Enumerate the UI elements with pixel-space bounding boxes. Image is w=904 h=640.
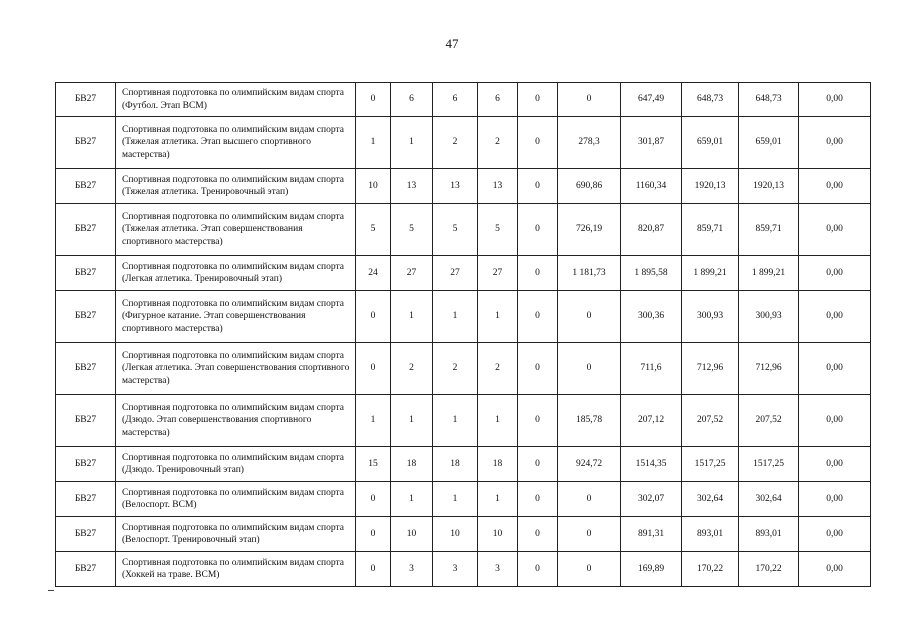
value-cell-1: 5 [356, 204, 391, 256]
value-cell-4: 18 [478, 447, 518, 482]
value-cell-5: 0 [518, 169, 558, 204]
value-cell-4: 10 [478, 517, 518, 552]
code-cell: БВ27 [56, 204, 116, 256]
name-cell: Спортивная подготовка по олимпийским видам спорта (Футбол. Этап ВСМ) [116, 83, 356, 117]
value-cell-1: 0 [356, 482, 391, 517]
value-cell-4: 1 [478, 395, 518, 447]
name-cell: Спортивная подготовка по олимпийским видам спорта (Хоккей на траве. ВСМ) [116, 552, 356, 587]
value-cell-9: 1920,13 [739, 169, 799, 204]
table-row [56, 482, 871, 517]
value-cell-6: 0 [558, 343, 621, 395]
value-cell-2: 1 [391, 117, 433, 169]
value-cell-6: 1 181,73 [558, 256, 621, 291]
value-cell-2: 5 [391, 204, 433, 256]
value-cell-9: 1517,25 [739, 447, 799, 482]
value-cell-9: 1 899,21 [739, 256, 799, 291]
value-cell-4: 2 [478, 117, 518, 169]
value-cell-1: 0 [356, 552, 391, 587]
value-cell-1: 0 [356, 291, 391, 343]
code-cell: БВ27 [56, 552, 116, 587]
value-cell-8: 207,52 [682, 395, 739, 447]
value-cell-6: 0 [558, 552, 621, 587]
value-cell-1: 10 [356, 169, 391, 204]
value-cell-3: 5 [433, 204, 478, 256]
code-cell: БВ27 [56, 256, 116, 291]
value-cell-4: 1 [478, 291, 518, 343]
value-cell-6: 0 [558, 83, 621, 117]
value-cell-3: 27 [433, 256, 478, 291]
name-cell: Спортивная подготовка по олимпийским видам спорта (Велоспорт. Тренировочный этап) [116, 517, 356, 552]
value-cell-7: 302,07 [621, 482, 682, 517]
value-cell-10: 0,00 [799, 447, 871, 482]
value-cell-8: 859,71 [682, 204, 739, 256]
value-cell-9: 207,52 [739, 395, 799, 447]
value-cell-3: 2 [433, 343, 478, 395]
table-row [56, 291, 871, 343]
value-cell-6: 0 [558, 291, 621, 343]
value-cell-3: 6 [433, 83, 478, 117]
code-cell: БВ27 [56, 117, 116, 169]
value-cell-9: 300,93 [739, 291, 799, 343]
value-cell-10: 0,00 [799, 291, 871, 343]
value-cell-6: 690,86 [558, 169, 621, 204]
value-cell-1: 0 [356, 83, 391, 117]
value-cell-7: 820,87 [621, 204, 682, 256]
value-cell-7: 207,12 [621, 395, 682, 447]
value-cell-2: 1 [391, 482, 433, 517]
value-cell-5: 0 [518, 83, 558, 117]
value-cell-2: 1 [391, 395, 433, 447]
table-row [56, 204, 871, 256]
value-cell-7: 647,49 [621, 83, 682, 117]
value-cell-8: 659,01 [682, 117, 739, 169]
value-cell-2: 13 [391, 169, 433, 204]
table-row [56, 256, 871, 291]
code-cell: БВ27 [56, 517, 116, 552]
table-body [56, 83, 871, 587]
value-cell-9: 712,96 [739, 343, 799, 395]
value-cell-2: 3 [391, 552, 433, 587]
value-cell-8: 893,01 [682, 517, 739, 552]
value-cell-6: 924,72 [558, 447, 621, 482]
name-cell: Спортивная подготовка по олимпийским видам спорта (Дзюдо. Тренировочный этап) [116, 447, 356, 482]
name-cell: Спортивная подготовка по олимпийским видам спорта (Тяжелая атлетика. Тренировочный этап) [116, 169, 356, 204]
page-number: 47 [445, 36, 459, 51]
value-cell-3: 1 [433, 482, 478, 517]
value-cell-1: 1 [356, 117, 391, 169]
value-cell-6: 726,19 [558, 204, 621, 256]
value-cell-5: 0 [518, 447, 558, 482]
name-cell: Спортивная подготовка по олимпийским видам спорта (Фигурное катание. Этап совершенствования спортивного мастерства) [116, 291, 356, 343]
value-cell-7: 1514,35 [621, 447, 682, 482]
value-cell-2: 10 [391, 517, 433, 552]
value-cell-5: 0 [518, 395, 558, 447]
value-cell-10: 0,00 [799, 517, 871, 552]
value-cell-8: 648,73 [682, 83, 739, 117]
name-cell: Спортивная подготовка по олимпийским видам спорта (Дзюдо. Этап совершенствования спортивного мастерства) [116, 395, 356, 447]
value-cell-5: 0 [518, 343, 558, 395]
value-cell-4: 6 [478, 83, 518, 117]
table-row [56, 552, 871, 587]
value-cell-2: 27 [391, 256, 433, 291]
code-cell: БВ27 [56, 447, 116, 482]
value-cell-3: 3 [433, 552, 478, 587]
value-cell-9: 170,22 [739, 552, 799, 587]
value-cell-5: 0 [518, 552, 558, 587]
value-cell-3: 1 [433, 395, 478, 447]
value-cell-5: 0 [518, 256, 558, 291]
value-cell-10: 0,00 [799, 204, 871, 256]
value-cell-3: 10 [433, 517, 478, 552]
table-row [56, 343, 871, 395]
name-cell: Спортивная подготовка по олимпийским видам спорта (Тяжелая атлетика. Этап высшего спортивного мастерства) [116, 117, 356, 169]
code-cell: БВ27 [56, 169, 116, 204]
value-cell-3: 13 [433, 169, 478, 204]
table-row [56, 169, 871, 204]
code-cell: БВ27 [56, 343, 116, 395]
value-cell-1: 15 [356, 447, 391, 482]
services-table [55, 82, 871, 587]
value-cell-10: 0,00 [799, 482, 871, 517]
code-cell: БВ27 [56, 395, 116, 447]
value-cell-5: 0 [518, 204, 558, 256]
value-cell-7: 1 895,58 [621, 256, 682, 291]
value-cell-1: 0 [356, 343, 391, 395]
name-cell: Спортивная подготовка по олимпийским видам спорта (Тяжелая атлетика. Этап совершенствования спортивного мастерства) [116, 204, 356, 256]
value-cell-7: 1160,34 [621, 169, 682, 204]
value-cell-1: 0 [356, 517, 391, 552]
value-cell-4: 3 [478, 552, 518, 587]
value-cell-3: 18 [433, 447, 478, 482]
value-cell-9: 648,73 [739, 83, 799, 117]
value-cell-6: 278,3 [558, 117, 621, 169]
value-cell-2: 18 [391, 447, 433, 482]
code-cell: БВ27 [56, 291, 116, 343]
value-cell-5: 0 [518, 291, 558, 343]
value-cell-10: 0,00 [799, 343, 871, 395]
value-cell-8: 300,93 [682, 291, 739, 343]
value-cell-3: 2 [433, 117, 478, 169]
table-row [56, 83, 871, 117]
name-cell: Спортивная подготовка по олимпийским видам спорта (Легкая атлетика. Тренировочный этап) [116, 256, 356, 291]
value-cell-7: 891,31 [621, 517, 682, 552]
value-cell-1: 1 [356, 395, 391, 447]
table-row [56, 447, 871, 482]
value-cell-9: 893,01 [739, 517, 799, 552]
value-cell-4: 1 [478, 482, 518, 517]
value-cell-7: 169,89 [621, 552, 682, 587]
value-cell-1: 24 [356, 256, 391, 291]
value-cell-4: 2 [478, 343, 518, 395]
value-cell-4: 5 [478, 204, 518, 256]
value-cell-8: 1920,13 [682, 169, 739, 204]
scan-mark [48, 590, 54, 591]
value-cell-6: 0 [558, 482, 621, 517]
name-cell: Спортивная подготовка по олимпийским видам спорта (Легкая атлетика. Этап совершенствования спортивного мастерства) [116, 343, 356, 395]
value-cell-2: 1 [391, 291, 433, 343]
value-cell-10: 0,00 [799, 256, 871, 291]
value-cell-7: 300,36 [621, 291, 682, 343]
value-cell-10: 0,00 [799, 552, 871, 587]
value-cell-9: 302,64 [739, 482, 799, 517]
value-cell-10: 0,00 [799, 169, 871, 204]
code-cell: БВ27 [56, 83, 116, 117]
table-row [56, 117, 871, 169]
value-cell-10: 0,00 [799, 395, 871, 447]
value-cell-6: 0 [558, 517, 621, 552]
value-cell-9: 659,01 [739, 117, 799, 169]
value-cell-10: 0,00 [799, 83, 871, 117]
value-cell-7: 711,6 [621, 343, 682, 395]
value-cell-8: 1 899,21 [682, 256, 739, 291]
table-row [56, 517, 871, 552]
value-cell-6: 185,78 [558, 395, 621, 447]
value-cell-8: 712,96 [682, 343, 739, 395]
value-cell-8: 302,64 [682, 482, 739, 517]
value-cell-3: 1 [433, 291, 478, 343]
value-cell-9: 859,71 [739, 204, 799, 256]
value-cell-10: 0,00 [799, 117, 871, 169]
code-cell: БВ27 [56, 482, 116, 517]
value-cell-8: 1517,25 [682, 447, 739, 482]
value-cell-8: 170,22 [682, 552, 739, 587]
value-cell-4: 27 [478, 256, 518, 291]
value-cell-7: 301,87 [621, 117, 682, 169]
value-cell-5: 0 [518, 117, 558, 169]
table-row [56, 395, 871, 447]
value-cell-2: 6 [391, 83, 433, 117]
name-cell: Спортивная подготовка по олимпийским видам спорта (Велоспорт. ВСМ) [116, 482, 356, 517]
value-cell-2: 2 [391, 343, 433, 395]
value-cell-4: 13 [478, 169, 518, 204]
value-cell-5: 0 [518, 517, 558, 552]
value-cell-5: 0 [518, 482, 558, 517]
